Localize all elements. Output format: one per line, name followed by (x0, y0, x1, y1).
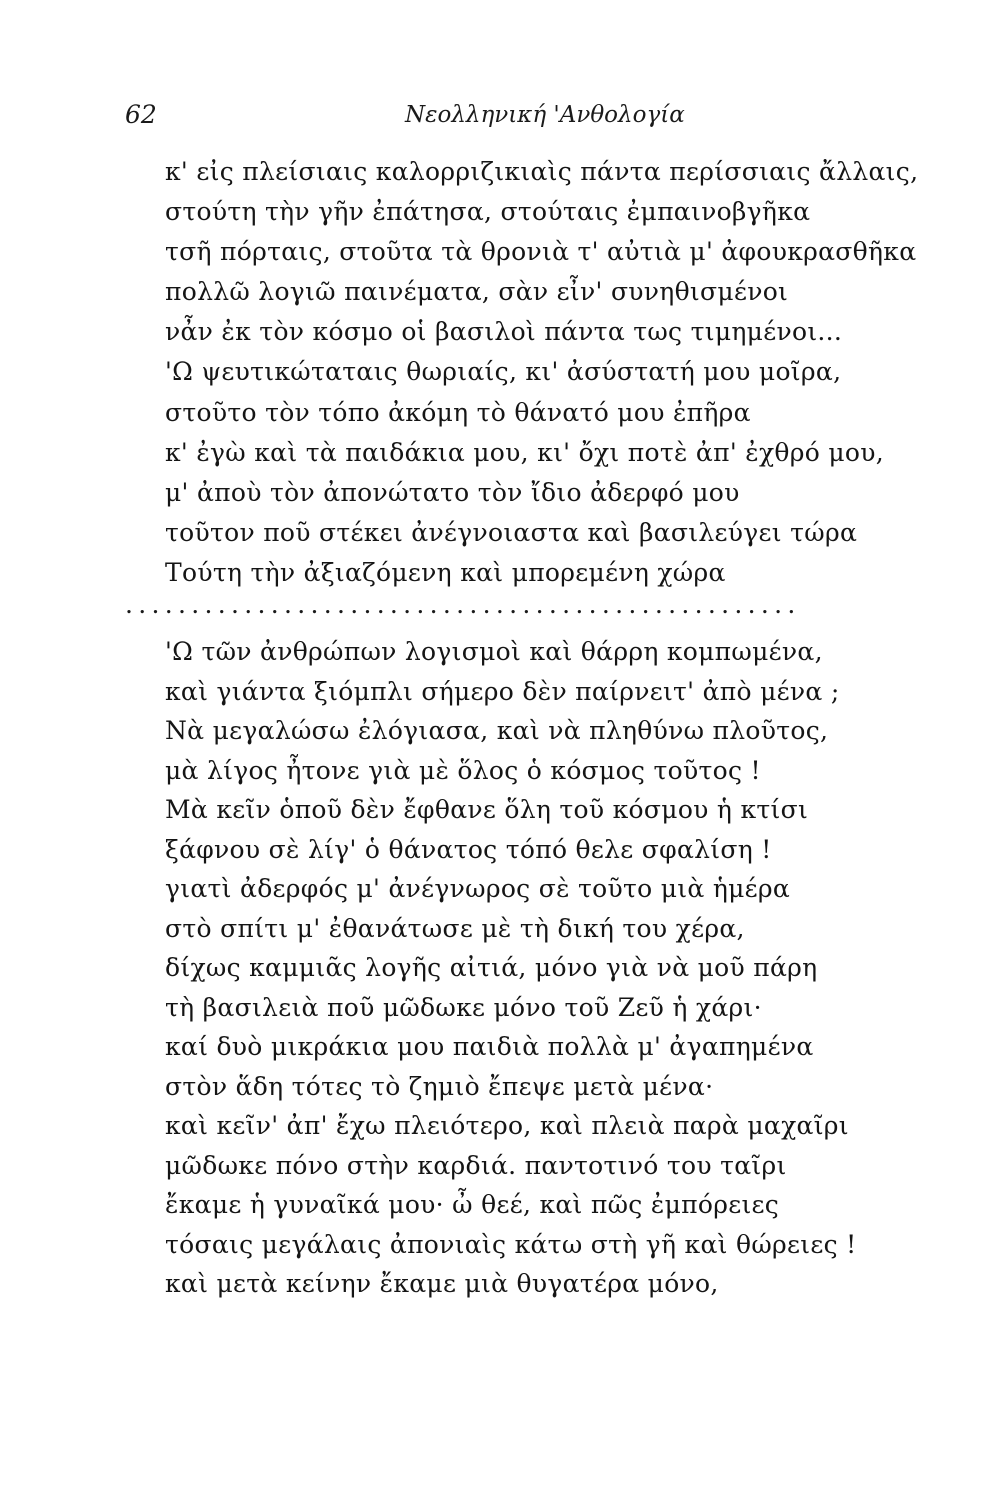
stanza-1 (165, 152, 945, 593)
verse-line: νἆν ἐκ τὸν κόσμο οἱ βασιλοὶ πάντα τως τιμημένοι... (165, 317, 843, 347)
verse-line: καὶ μετὰ κείνην ἔκαμε μιὰ θυγατέρα μόνο, (165, 1269, 719, 1298)
verse-line: ἔκαμε ἡ γυναῖκά μου· ὦ θεέ, καὶ πῶς ἐμπόρειες (165, 1190, 780, 1219)
verse-line: στὸν ἅδη τότες τὸ ζημιὸ ἔπεψε μετὰ μένα· (165, 1071, 714, 1101)
verse-line: στὸ σπίτι μ' ἐθανάτωσε μὲ τὴ δική του χέρα, (165, 913, 745, 943)
verse-line: Τούτη τὴν ἀξιαζόμενη καὶ μπορεμένη χώρα (165, 557, 726, 587)
verse-line: μ' ἀποὺ τὸν ἀπονώτατο τὸν ἴδιο ἀδερφό μου (165, 477, 740, 507)
stanza-2 (165, 632, 945, 1304)
verse-line: τοῦτον ποῦ στέκει ἀνέγνοιαστα καὶ βασιλεύγει τώρα (165, 517, 858, 547)
verse-line: κ' ἐγὼ καὶ τὰ παιδάκια μου, κι' ὄχι ποτὲ ἀπ' ἐχθρό μου, (165, 437, 885, 467)
verse-line: πολλῶ λογιῶ παινέματα, σὰν εἶν' συνηθισμένοι (165, 277, 789, 307)
verse-line: 'Ω ψευτικώταταις θωριαίς, κι' ἀσύστατή μου μοῖρα, (165, 357, 842, 387)
verse-line: στούτη τὴν γῆν ἐπάτησα, στούταις ἐμπαινοβγῆκα (165, 197, 811, 227)
verse-line: τσῆ πόρταις, στοῦτα τὰ θρονιὰ τ' αὐτιὰ μ' ἀφουκρασθῆκα (165, 237, 917, 267)
verse-line: μὰ λίγος ἦτονε γιὰ μὲ ὅλος ὁ κόσμος τοῦτος ! (165, 755, 761, 785)
verse-line: Μὰ κεῖν ὁποῦ δὲν ἔφθανε ὅλη τοῦ κόσμου ἡ κτίσι (165, 795, 809, 824)
verse-line: 'Ω τῶν ἀνθρώπων λογισμοὶ καὶ θάρρη κομπωμένα, (165, 637, 823, 666)
verse-line: καὶ γιάντα ξιόμπλι σήμερο δὲν παίρνειτ' ἀπὸ μένα ; (165, 676, 840, 706)
verse-line: καὶ κεῖν' ἀπ' ἔχω πλειότερο, καὶ πλειὰ παρὰ μαχαῖρι (165, 1111, 849, 1140)
verse-line: καί δυὸ μικράκια μου παιδιὰ πολλὰ μ' ἀγαπημένα (165, 1032, 814, 1061)
verse-line: μῶδωκε πόνο στὴν καρδιά. παντοτινό του ταῖρι (165, 1150, 787, 1180)
page-number: 62 (125, 100, 157, 129)
verse-line: στοῦτο τὸν τόπο ἀκόμη τὸ θάνατό μου ἐπῆρα (165, 397, 751, 427)
verse-line: ξάφνου σὲ λίγ' ὁ θάνατος τόπό θελε σφαλίση ! (165, 834, 772, 864)
dotted-separator: ................................................... (125, 590, 801, 619)
verse-line: τὴ βασιλειὰ ποῦ μῶδωκε μόνο τοῦ Ζεῦ ἡ χάρι· (165, 992, 762, 1022)
verse-line: κ' εἰς πλείσιαις καλορριζικιαὶς πάντα περίσσιαις ἄλλαις, (165, 157, 919, 186)
verse-line: δίχως καμμιᾶς λογῆς αἰτιά, μόνο γιὰ νὰ μοῦ πάρη (165, 953, 818, 982)
verse-line: Νὰ μεγαλώσω ἐλόγιασα, καὶ νὰ πληθύνω πλοῦτος, (165, 716, 829, 745)
verse-line: τόσαις μεγάλαις ἀπονιαὶς κάτω στὴ γῆ καὶ θώρειες ! (165, 1229, 857, 1259)
verse-line: γιατὶ ἀδερφός μ' ἀνέγνωρος σὲ τοῦτο μιὰ ἡμέρα (165, 874, 791, 903)
running-title: Νεολληνική 'Ανθολογία (405, 102, 685, 128)
